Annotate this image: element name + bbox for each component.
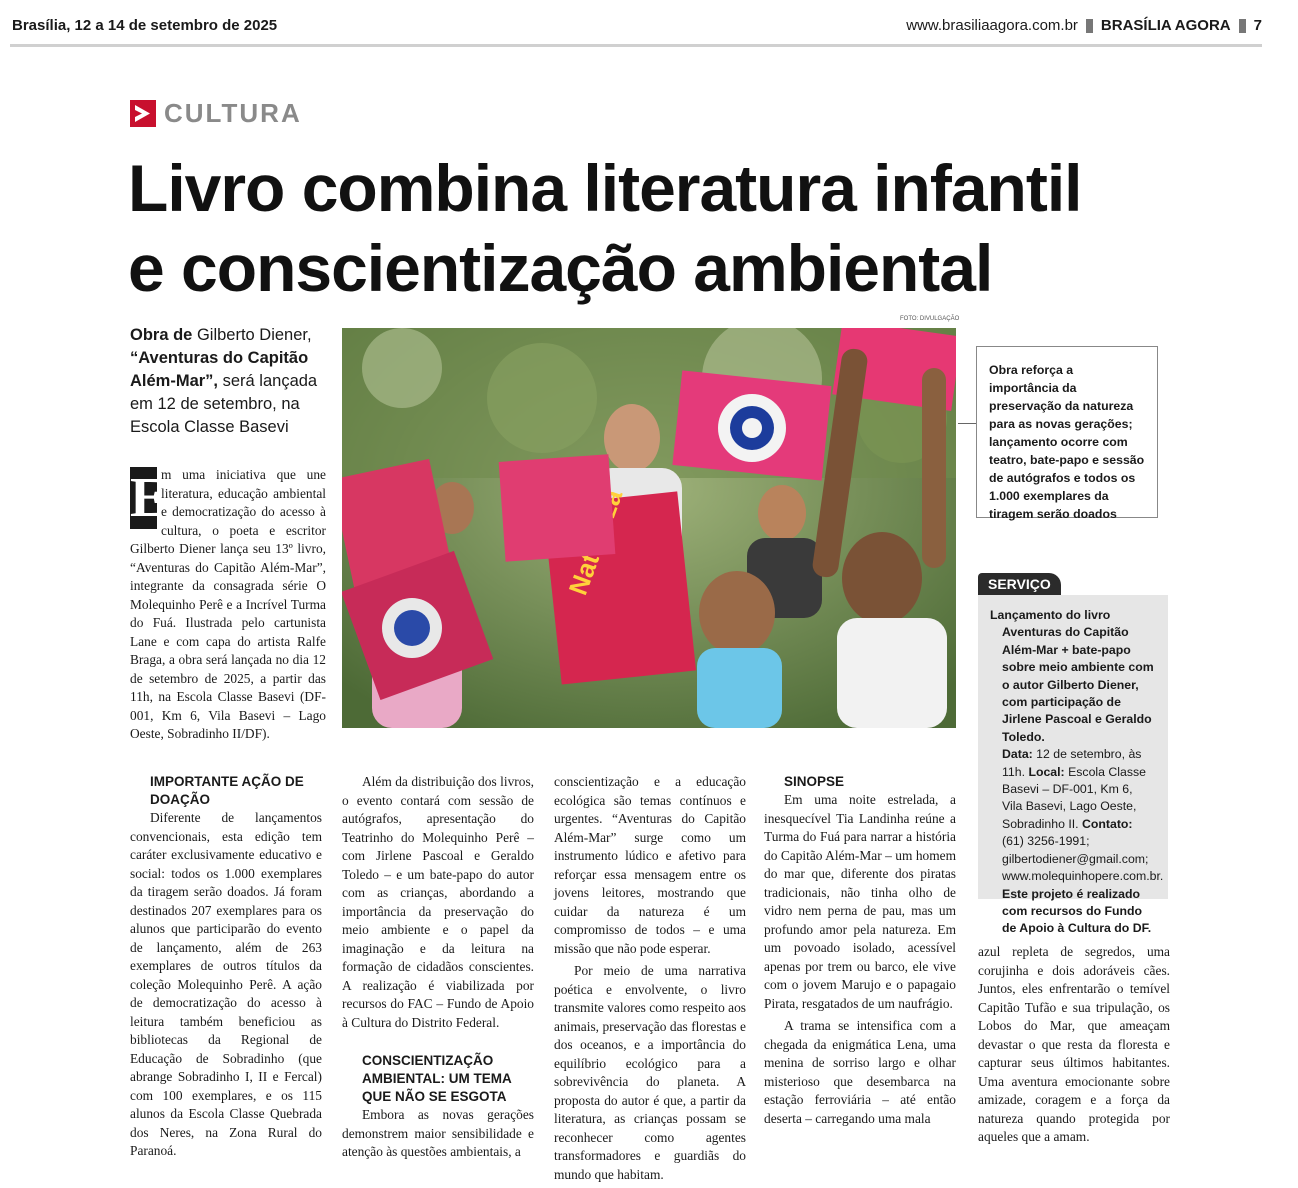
article-column-3 (554, 773, 746, 1184)
section-arrow-icon (130, 100, 156, 127)
article-column-2 (342, 773, 534, 1162)
subheading-conscientizacao: CONSCIENTIZAÇÃO AMBIENTAL: UM TEMA QUE NÃO SE ESGOTA (362, 1053, 512, 1104)
brand-name: BRASÍLIA AGORA (1100, 17, 1231, 34)
section-label (130, 98, 302, 129)
article-column-5 (978, 943, 1170, 1147)
drop-cap: E (130, 467, 168, 529)
header-rule (10, 44, 1262, 47)
callout-connector (958, 423, 976, 424)
subhead-bold-1: Obra de (130, 326, 193, 344)
paragraph: Diferente de lançamentos convencionais, esta edição tem caráter exclusivamente educativo e social: todos os 1.000 exemplares da tiragem serão doados. Já foram destinados 207 exemplares para os alunos que participarão do evento de lançamento, além de 263 exemplares de outros títulos da coleção Molequinho Perê. A ação de democratização do acesso à leitura também beneficiou as bibliotecas da Regional de Educação de Sobradinho (que abrange Sobradinho I, II e Fercal) com 100 exemplares, e os 115 alunos da Escola Classe Quebrada dos Neres, na Zona Rural do Paranoá. (130, 810, 322, 1158)
headline-line-1: Livro combina literatura infantil (128, 151, 1082, 225)
masthead-right (906, 17, 1262, 34)
subheading-sinopse: SINOPSE (784, 774, 845, 789)
lead-text: m uma iniciativa que une literatura, educação ambiental e democratização do acesso à cultura, o poeta e escritor Gilberto Diener lança seu 13º livro, “Aventuras do Capitão Além-Mar”, integrante da consagrada série O Molequinho Perê e a Incrível Turma do Fuá. Ilustrada pelo cartunista Lane e com capa do artista Ralfe Braga, a obra será lançada no dia 12 de setembro de 2025, a partir das 11h, na Escola Classe Basevi (DF-001, Km 6, Vila Basevi – Lago Oeste, Sobradinho II/DF). (130, 467, 326, 741)
photo-caption-box: Obra reforça a importância da preservação da natureza para as novas gerações; lançamento ocorre com teatro, bate-papo e sessão de autógrafos e todos os 1.000 exemplares da tiragem serão doados (976, 346, 1158, 518)
servico-data-value: 12 de setembro, às 11h. (1002, 747, 1142, 779)
servico-footer: Este projeto é realizado com recursos do Fundo de Apoio à Cultura do DF. (1002, 886, 1152, 936)
paragraph: Em uma noite estrelada, a inesquecível Tia Landinha reúne a Turma do Fuá para narrar a história do Capitão Além-Mar – um homem do mar que, diferente dos piratas tradicionais, não tinha olho de vidro nem perna de pau, mas um profundo amor pela natureza. Em um povoado isolado, acessível apenas por trem ou barco, ele vive com o jovem Marujo e o papagaio Pirata, resgatados de um naufrágio. (764, 792, 956, 1011)
headline-line-2: e conscientização ambiental (128, 231, 993, 305)
paragraph: A trama se intensifica com a chegada da enigmática Lena, uma menina de sorriso largo e olhar misterioso que desembarca na estação ferroviária – até então deserta – carregando uma mala (764, 1018, 956, 1126)
servico-data-label: Data: (1002, 747, 1033, 762)
subhead-text-2: será lançada em 12 de setembro, na Escola Classe Basevi (130, 372, 318, 436)
article-photo (342, 328, 956, 728)
paragraph: Além da distribuição dos livros, o evento contará com sessão de autógrafos, apresentação do Teatrinho do Molequinho Perê – com Jirlene Pascoal e Geraldo Toledo – e um bate-papo do autor com as crianças, abordando a importância da preservação do meio ambiente e o papel da imaginação e da leitura na formação de cidadãos conscientes. A realização é viabilizada por recursos do FAC – Fundo de Apoio à Cultura do Distrito Federal. (342, 774, 534, 1030)
site-url[interactable]: www.brasiliaagora.com.br (906, 17, 1078, 34)
paragraph: conscientização e a educação ecológica são temas contínuos e urgentes. “Aventuras do Capitão Além-Mar” surge como um instrumento lúdico e afetivo para reforçar essa mensagem entre os jovens leitores, mostrando que cuidar da natureza é um compromisso de todos – e uma missão que não pode esperar. (554, 774, 746, 956)
servico-local-value: Escola Classe Basevi – DF-001, Km 6, Vila Basevi, Lago Oeste, Sobradinho II. (1002, 764, 1146, 831)
servico-contato-value: (61) 3256-1991; gilbertodiener@gmail.com; www.molequinhopere.com.br. (1002, 834, 1164, 884)
separator-square (1086, 19, 1093, 33)
paragraph: Por meio de uma narrativa poética e envolvente, o livro transmite valores como respeito aos animais, preservação das florestas e dos oceanos, e a importância do equilíbrio ecológico para a sobrevivência do planeta. A proposta do autor é que, a partir da literatura, as crianças possam se reconhecer como agentes transformadores e guardiãs do mundo que habitam. (554, 963, 746, 1182)
lead-paragraph (130, 466, 326, 744)
page-number: 7 (1253, 17, 1262, 34)
photo-credit: FOTO: DIVULGAÇÃO (900, 316, 960, 322)
servico-tab: SERVIÇO (978, 573, 1061, 595)
servico-local-label: Local: (1028, 764, 1065, 779)
headline (128, 148, 1188, 308)
paragraph: azul repleta de segredos, uma corujinha e dois adoráveis cães. Juntos, eles enfrentarão o temível Capitão Tufão e sua tripulação, os Lobos do Mar, que ameaçam devastar o que resta da floresta e capturar seus últimos habitantes. Uma aventura emocionante sobre amizade, coragem e a força da natureza quando protegida por aqueles que a amam. (978, 944, 1170, 1144)
servico-line-2: Aventuras do Capitão Além-Mar + bate-papo sobre meio ambiente com o autor Gilberto Diener, com participação de Jirlene Pascoal e Geraldo Toledo. (1002, 625, 1154, 744)
servico-line-1: Lançamento do livro (990, 608, 1111, 622)
servico-box (978, 595, 1168, 936)
article-column-4 (764, 773, 956, 1128)
servico-contato-label: Contato: (1081, 816, 1133, 831)
subheading-doacao: IMPORTANTE AÇÃO DE DOAÇÃO (150, 774, 304, 807)
paragraph: Embora as novas gerações demonstrem maior sensibilidade e atenção às questões ambientais, a (342, 1107, 534, 1159)
dateline: Brasília, 12 a 14 de setembro de 2025 (12, 17, 278, 34)
subhead-bold-2: “Aventuras do Capitão Além-Mar”, (130, 349, 309, 390)
subhead-text-1: Gilberto Diener, (192, 326, 312, 344)
section-name: CULTURA (164, 98, 302, 128)
article-column-1 (130, 773, 322, 1161)
subhead (130, 324, 326, 439)
separator-square (1239, 19, 1246, 33)
